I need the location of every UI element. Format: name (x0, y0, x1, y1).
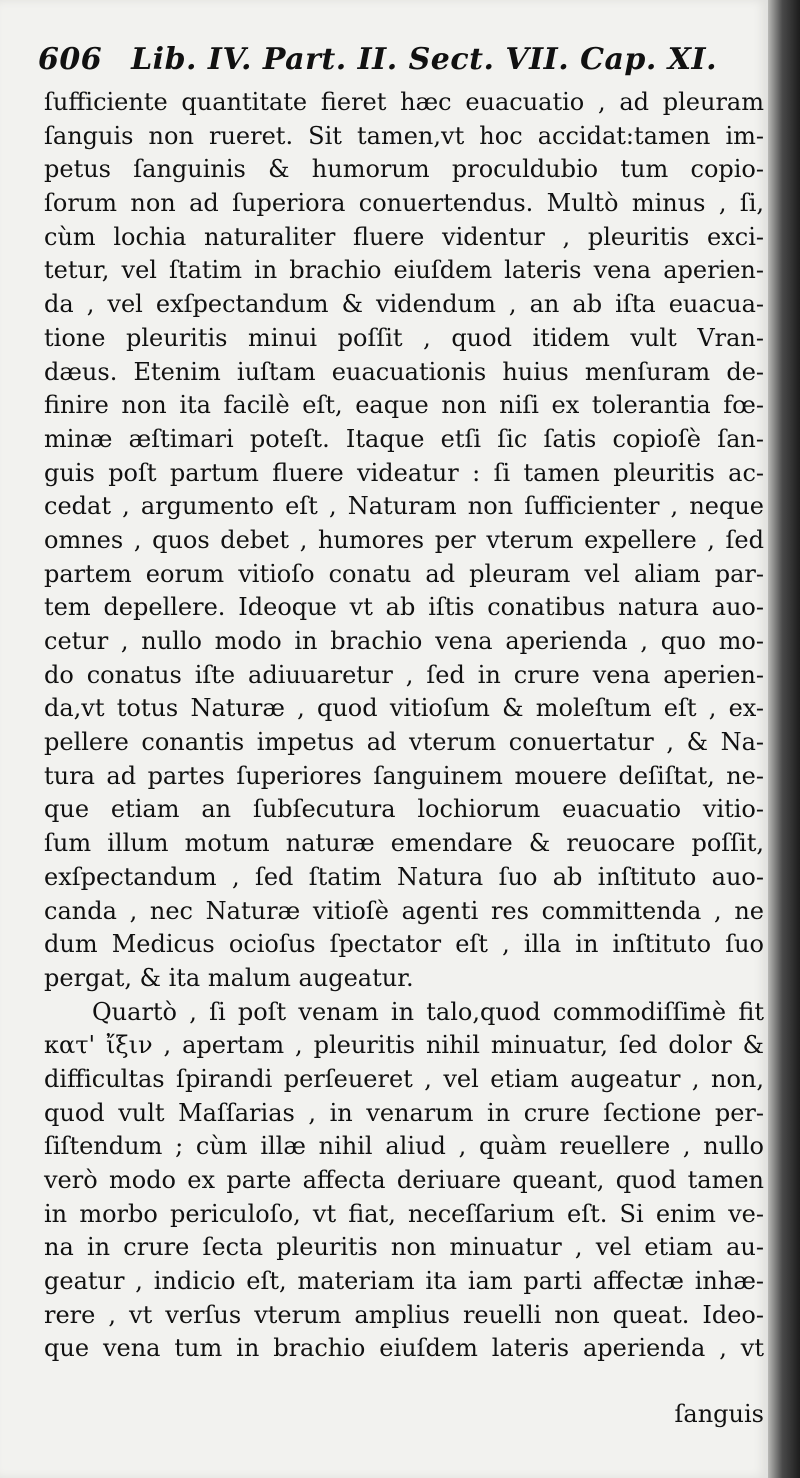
text-line: tem depellere. Ideoque vt ab iſtis conatibus natura auo- (44, 593, 764, 622)
text-line: tione pleuritis minui poſſit , quod itidem vult Vran- (44, 323, 764, 352)
text-line: rere , vt verſus vterum amplius reuelli non queat. Ideo- (44, 1300, 764, 1329)
page-edge-shadow (768, 0, 800, 1478)
text-line: cedat , argumento eſt , Naturam non ſufficienter , neque (44, 492, 764, 521)
text-line: ſanguis non rueret. Sit tamen,vt hoc accidat:tamen im- (44, 121, 764, 150)
text-line: finire non ita facilè eſt, eaque non niſi ex tolerantia fœ- (44, 391, 764, 420)
page-number: 606 (38, 42, 103, 77)
text-line: ſufficiente quantitate fieret hæc euacuatio , ad pleuram (44, 88, 764, 116)
text-line: pellere conantis impetus ad vterum conuertatur , & Na- (44, 728, 764, 757)
text-line: guis poſt partum fluere videatur : ſi tamen pleuritis ac- (44, 458, 764, 487)
text-line: petus ſanguinis & humorum proculdubio tum copio- (44, 155, 764, 184)
text-line: que vena tum in brachio eiuſdem lateris aperienda , vt (44, 1334, 764, 1363)
page-header (38, 42, 738, 82)
text-line: do conatus iſte adiuuaretur , ſed in crure vena aperien- (44, 660, 764, 689)
text-line: verò modo ex parte affecta deriuare queant, quod tamen (44, 1166, 764, 1194)
text-line: minæ æſtimari poteſt. Itaque etſi ſic ſatis copioſè ſan- (44, 424, 764, 453)
text-line: Quartò , ſi poſt venam in talo,quod commodiſſimè fit (92, 997, 764, 1026)
text-line: ſiſtendum ; cùm illæ nihil aliud , quàm reuellere , nullo (44, 1132, 764, 1161)
text-line: canda , nec Naturæ vitioſè agenti res committenda , ne (44, 896, 764, 925)
text-line: tetur, vel ſtatim in brachio eiuſdem lateris vena aperien- (44, 256, 764, 285)
text-line: in morbo periculoſo, vt fiat, neceſſarium eſt. Si enim ve- (44, 1199, 764, 1228)
text-line: da,vt totus Naturæ , quod vitioſum & moleſtum eſt , ex- (44, 694, 764, 723)
text-line: dæus. Etenim iuſtam euacuationis huius menſuram de- (44, 357, 764, 386)
text-line: quod vult Maſſarias , in venarum in crure ſectione per- (44, 1098, 764, 1127)
text-line: partem eorum vitioſo conatu ad pleuram vel aliam par- (44, 559, 764, 588)
text-line: κατ' ἴξιν , apertam , pleuritis nihil minuatur, ſed dolor & (44, 1031, 764, 1060)
running-title: Lib. IV. Part. II. Sect. VII. Cap. XI. (131, 42, 718, 77)
text-line: pergat, & ita malum augeatur. (44, 963, 414, 992)
text-line: da , vel exſpectandum & videndum , an ab iſta euacua- (44, 290, 764, 319)
text-line: geatur , indicio eſt, materiam ita iam parti affectæ inhæ- (44, 1267, 764, 1296)
text-line: na in crure ſecta pleuritis non minuatur , vel etiam au- (44, 1233, 764, 1262)
text-line: difficultas ſpirandi perſeueret , vel etiam augeatur , non, (44, 1064, 764, 1093)
text-line: ſorum non ad ſuperiora conuertendus. Multò minus , ſi, (44, 189, 764, 218)
text-line: dum Medicus ocioſus ſpectator eſt , illa in inſtituto ſuo (44, 930, 764, 959)
body-text (44, 86, 768, 1366)
catchword: ſanguis (674, 1400, 764, 1428)
text-line: que etiam an ſubſecutura lochiorum euacuatio vitio- (44, 795, 764, 824)
text-line: ſum illum motum naturæ emendare & reuocare poſſit, (44, 829, 764, 858)
text-line: cetur , nullo modo in brachio vena aperienda , quo mo- (44, 627, 764, 655)
text-line: cùm lochia naturaliter fluere videntur , pleuritis exci- (44, 222, 764, 251)
text-line: omnes , quos debet , humores per vterum expellere , ſed (44, 525, 764, 554)
text-line: tura ad partes ſuperiores ſanguinem mouere deſiſtat, ne- (44, 761, 764, 790)
text-line: exſpectandum , ſed ſtatim Natura ſuo ab inſtituto auo- (44, 862, 764, 891)
